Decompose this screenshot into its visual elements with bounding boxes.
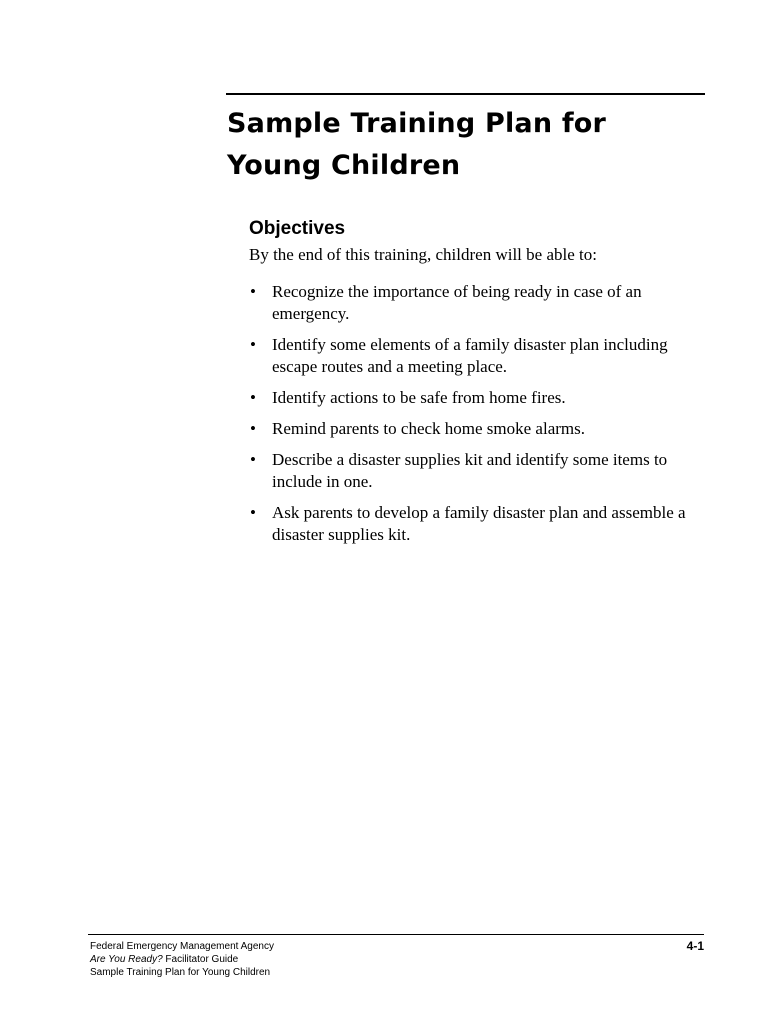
objective-item [249,387,709,409]
page-title [227,103,705,187]
footer-agency: Federal Emergency Management Agency [90,941,274,952]
objective-item [249,449,709,493]
bullet-icon: • [250,335,256,354]
objectives-heading: Objectives [249,218,346,239]
title-rule [226,93,705,95]
footer-info [90,940,274,979]
objective-text: Remind parents to check home smoke alarms. [272,419,585,438]
objectives-list [249,281,709,555]
page-title-line-2: Young Children [227,150,461,181]
objective-text: Recognize the importance of being ready in case of an emergency. [272,282,642,323]
bullet-icon: • [250,282,256,301]
objective-item [249,334,709,378]
page-number: 4-1 [686,939,704,953]
footer-guide-suffix: Facilitator Guide [162,954,239,965]
objective-text: Describe a disaster supplies kit and identify some items to include in one. [272,450,668,491]
footer-rule [88,934,704,935]
objectives-intro: By the end of this training, children will be able to: [249,245,597,264]
footer-guide-title [90,953,274,966]
objective-text: Identify actions to be safe from home fires. [272,388,566,407]
footer-section: Sample Training Plan for Young Children [90,967,271,978]
objective-item [249,281,709,325]
objective-item [249,502,709,546]
objective-item [249,418,709,440]
bullet-icon: • [250,419,256,438]
objective-text: Identify some elements of a family disaster plan including escape routes and a meeting place. [272,335,668,376]
footer-guide-title-italic: Are You Ready? [90,954,163,965]
bullet-icon: • [250,388,256,407]
bullet-icon: • [250,450,256,469]
bullet-icon: • [250,503,256,522]
objective-text: Ask parents to develop a family disaster plan and assemble a disaster supplies kit. [272,503,686,544]
page-title-line-1: Sample Training Plan for [227,108,607,139]
